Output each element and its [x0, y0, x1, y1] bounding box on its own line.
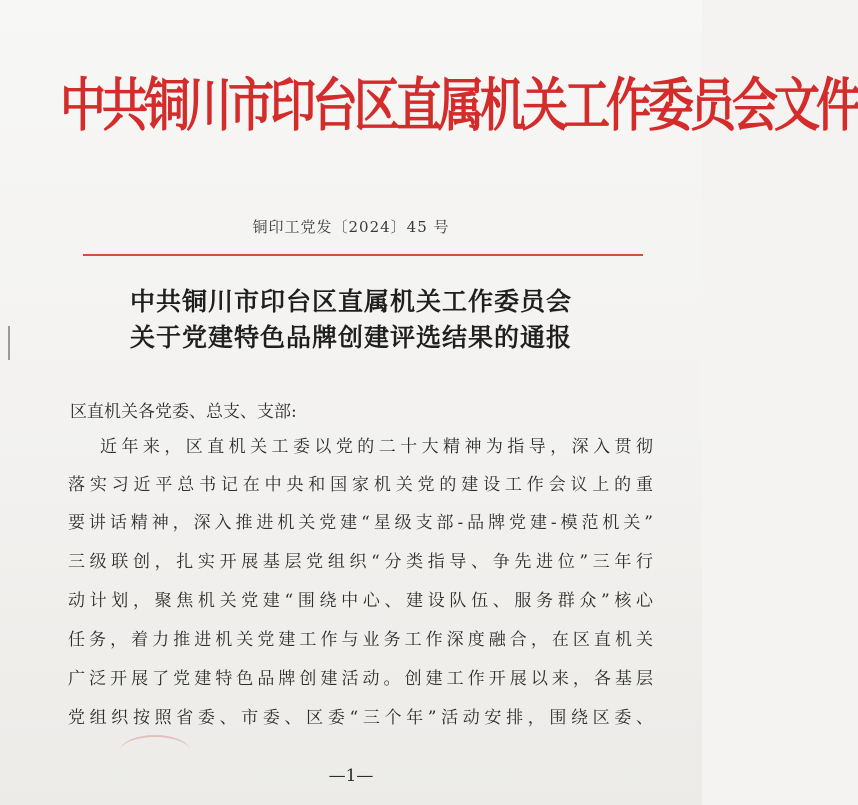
body-line-5: 动计划，聚焦机关党建“围绕中心、建设队伍、服务群众”核心: [68, 591, 653, 611]
body-line-8: 党组织按照省委、市委、区委“三个年”活动安排，围绕区委、: [68, 708, 653, 728]
document-title-line-1: 中共铜川市印台区直属机关工作委员会: [129, 287, 572, 316]
document-title-line-2: 关于党建特色品牌创建评选结果的通报: [129, 323, 572, 352]
body-line-1: 近年来，区直机关工委以党的二十大精神为指导，深入贯彻: [100, 437, 653, 457]
document-number: 铜印工党发〔2024〕45 号: [252, 218, 450, 236]
faint-seal-trace: [120, 735, 190, 767]
page-number: —1—: [328, 766, 374, 786]
body-line-2: 落实习近平总书记在中央和国家机关党的建设工作会议上的重: [68, 475, 653, 495]
body-line-3: 要讲话精神，深入推进机关党建“星级支部-品牌党建-模范机关”: [68, 513, 653, 533]
body-line-4: 三级联创，扎实开展基层党组织“分类指导、争先进位”三年行: [68, 552, 653, 572]
body-line-6: 任务，着力推进机关党建工作与业务工作深度融合，在区直机关: [68, 630, 653, 650]
salutation: 区直机关各党委、总支、支部:: [70, 402, 297, 422]
red-divider-line: [83, 254, 643, 256]
body-line-7: 广泛开展了党建特色品牌创建活动。创建工作开展以来，各基层: [68, 669, 653, 689]
red-masthead: 中共铜川市印台区直属机关工作委员会文件: [60, 71, 858, 139]
